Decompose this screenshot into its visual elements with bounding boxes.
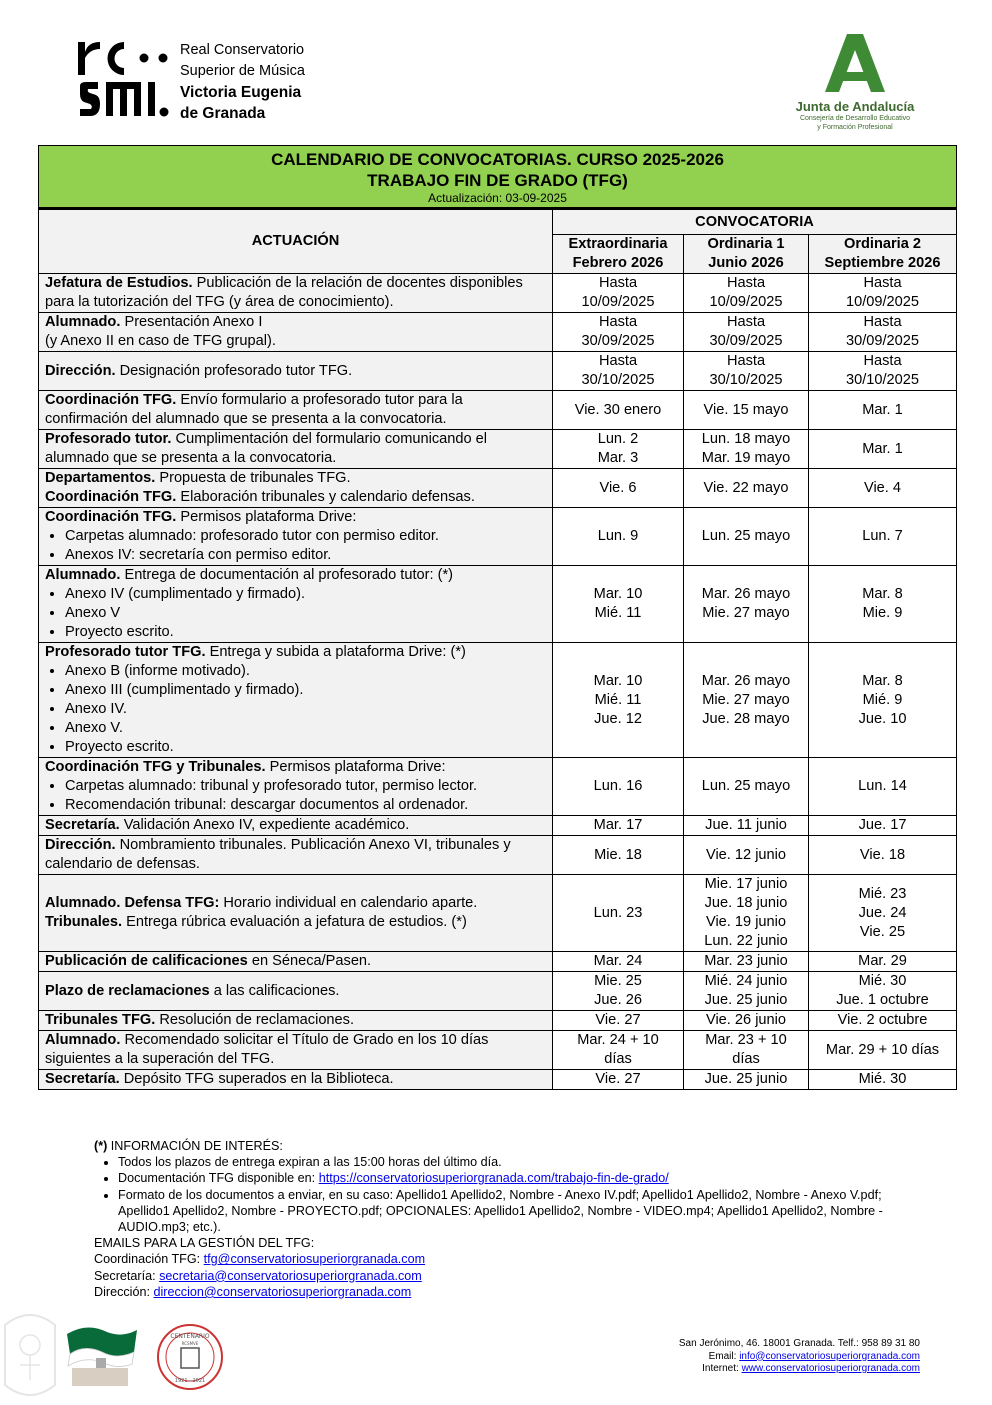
actuacion-list-item: • Anexo IV (cumplimentado y firmado). — [65, 585, 546, 604]
email-secretaria-link[interactable]: secretaria@conservatoriosuperiorgranada.com — [159, 1268, 422, 1283]
table-row — [39, 1070, 957, 1090]
institution-line1: Real Conservatorio — [180, 42, 305, 58]
actuacion-cell — [39, 972, 553, 1011]
emails-title: EMAILS PARA LA GESTIÓN DEL TFG: — [94, 1236, 315, 1251]
info-email-link[interactable]: info@conservatoriosuperiorgranada.com — [739, 1350, 920, 1362]
date-cell: Mar. 10 Mié. 11 — [553, 566, 684, 643]
table-row — [39, 875, 957, 952]
date-cell: Vie. 2 octubre — [809, 1011, 957, 1031]
title-row — [39, 146, 957, 192]
actor-label: Secretaría. — [45, 1071, 120, 1087]
institution-line3: Victoria Eugenia — [180, 84, 302, 101]
actor-label: Dirección. — [45, 362, 116, 379]
calendar-table — [38, 145, 957, 1090]
date-cell: Lun. 18 mayo Mar. 19 mayo — [684, 430, 809, 469]
date-cell: Lun. 16 — [553, 758, 684, 816]
actuacion-text — [45, 913, 546, 932]
table-row — [39, 836, 957, 875]
date-cell: Mar. 8 Mié. 9 Jue. 10 — [809, 643, 957, 758]
actor-label: Coordinación TFG. — [45, 392, 177, 408]
table-row — [39, 1031, 957, 1070]
table-row — [39, 972, 957, 1011]
info-title: INFORMACIÓN DE INTERÉS: — [107, 1139, 283, 1153]
date-cell: Hasta 30/09/2025 — [809, 313, 957, 352]
actor-label: Profesorado tutor. — [45, 431, 172, 447]
actuacion-cell — [39, 566, 553, 643]
page-header — [0, 0, 992, 140]
actor-label: Alumnado. — [45, 314, 121, 330]
seal-bottom-text: 1921 - 2021 — [174, 1378, 206, 1384]
table-row — [39, 430, 957, 469]
action-description: Publicación de la relación de docentes disponibles para la tutorización del TFG (y área de conocimiento). — [45, 275, 523, 310]
action-description: a las calificaciones. — [209, 982, 340, 999]
title-line1: CALENDARIO DE CONVOCATORIAS. CURSO 2025-2026 — [271, 150, 724, 169]
date-cell: Mar. 1 — [809, 391, 957, 430]
andalucia-shield-watermark-icon — [0, 1305, 60, 1405]
web-label: Internet: — [702, 1363, 742, 1374]
institution-name — [180, 40, 305, 124]
table-row — [39, 1011, 957, 1031]
actuacion-cell — [39, 430, 553, 469]
date-cell: Vie. 18 — [809, 836, 957, 875]
actor-label: Alumnado. — [45, 567, 121, 583]
actuacion-text — [45, 1011, 546, 1030]
junta-andalucia-icon — [825, 34, 885, 92]
table-row — [39, 313, 957, 352]
actuacion-text — [45, 982, 546, 1001]
date-cell: Mar. 8 Mie. 9 — [809, 566, 957, 643]
actuacion-text — [45, 836, 546, 874]
actor-label: Profesorado tutor TFG. — [45, 644, 206, 660]
action-description: Entrega y subida a plataforma Drive: (*) — [205, 644, 466, 660]
action-description: en Séneca/Pasen. — [247, 953, 372, 969]
date-cell: Lun. 23 — [553, 875, 684, 952]
actuacion-text — [45, 952, 546, 971]
date-cell: Hasta 10/09/2025 — [809, 274, 957, 313]
actor-label: Plazo de reclamaciones — [45, 982, 210, 999]
document-title — [39, 146, 957, 192]
junta-sub2: y Formación Profesional — [817, 124, 893, 131]
date-cell: Hasta 30/10/2025 — [684, 352, 809, 391]
actor-label: Tribunales. — [45, 914, 123, 930]
date-cell: Mar. 23 + 10 días — [684, 1031, 809, 1070]
email-direccion-link[interactable]: direccion@conservatoriosuperiorgranada.com — [153, 1284, 412, 1299]
actuacion-text — [45, 362, 546, 381]
date-cell: Hasta 30/09/2025 — [553, 313, 684, 352]
date-cell: Vie. 15 mayo — [684, 391, 809, 430]
actuacion-list-item: • Proyecto escrito. — [65, 738, 546, 757]
actuacion-text — [45, 488, 546, 507]
header-row-1 — [39, 209, 957, 235]
actuacion-text — [45, 894, 546, 913]
table-row — [39, 352, 957, 391]
table-row — [39, 469, 957, 508]
email-row — [94, 1284, 914, 1300]
actuacion-cell — [39, 313, 553, 352]
actuacion-text — [45, 1031, 546, 1069]
actuacion-list-item: • Anexo V. — [65, 719, 546, 738]
footer-address — [679, 1338, 920, 1376]
date-cell: Vie. 27 — [553, 1011, 684, 1031]
actor-label: Coordinación TFG y Tribunales. — [45, 759, 266, 775]
col-header-line: Febrero 2026 — [572, 255, 664, 271]
actuacion-list-item: • Proyecto escrito. — [65, 623, 546, 642]
email-label: Secretaría: — [94, 1268, 160, 1283]
date-cell: Mié. 24 junio Jue. 25 junio — [684, 972, 809, 1011]
actor-label: Jefatura de Estudios. — [45, 275, 193, 291]
seal-top-text: CENTENARIO — [170, 1333, 210, 1340]
date-cell: Lun. 14 — [809, 758, 957, 816]
date-cell: Mie. 17 junio Jue. 18 junio Vie. 19 junio Lun. 22 junio — [684, 875, 809, 952]
date-cell: Mar. 1 — [809, 430, 957, 469]
actuacion-cell — [39, 952, 553, 972]
date-cell: Vie. 22 mayo — [684, 469, 809, 508]
actuacion-list-item: • Recomendación tribunal: descargar documentos al ordenador. — [65, 796, 546, 815]
actuacion-cell — [39, 758, 553, 816]
col-header-actuacion: ACTUACIÓN — [39, 209, 553, 274]
date-cell: Hasta 10/09/2025 — [553, 274, 684, 313]
actor-label: Coordinación TFG. — [45, 509, 177, 525]
actor-label: Secretaría. — [45, 817, 120, 833]
actuacion-text — [45, 643, 546, 662]
date-cell: Vie. 30 enero — [553, 391, 684, 430]
date-cell: Jue. 17 — [809, 816, 957, 836]
actuacion-text — [45, 508, 546, 527]
date-cell: Mié. 30 Jue. 1 octubre — [809, 972, 957, 1011]
actor-label: Dirección. — [45, 837, 116, 853]
footer-logos — [0, 1300, 260, 1403]
action-description: Presentación Anexo I (y Anexo II en caso de TFG grupal). — [45, 314, 276, 349]
update-date: Actualización: 03-09-2025 — [39, 191, 957, 209]
date-cell: Hasta 30/10/2025 — [553, 352, 684, 391]
action-description: Entrega de documentación al profesorado tutor: (*) — [120, 567, 454, 583]
date-cell: Vie. 6 — [553, 469, 684, 508]
actuacion-cell — [39, 836, 553, 875]
date-cell: Mar. 23 junio — [684, 952, 809, 972]
email-coordinacion-link[interactable]: tfg@conservatoriosuperiorgranada.com — [203, 1252, 426, 1267]
action-description: Cumplimentación del formulario comunicando el alumnado que se presenta a la convocatoria. — [45, 431, 488, 466]
email-label: Coordinación TFG: — [94, 1252, 204, 1267]
date-cell: Mar. 24 + 10 días — [553, 1031, 684, 1070]
date-cell: Mar. 24 — [553, 952, 684, 972]
action-description: Designación profesorado tutor TFG. — [115, 362, 353, 379]
date-cell: Jue. 11 junio — [684, 816, 809, 836]
actuacion-text — [45, 274, 546, 312]
date-cell: Vie. 12 junio — [684, 836, 809, 875]
andalucia-flag-icon — [62, 1322, 142, 1392]
actuacion-text — [45, 816, 546, 835]
date-cell: Mie. 25 Jue. 26 — [553, 972, 684, 1011]
actuacion-text — [45, 1070, 546, 1089]
action-description: Validación Anexo IV, expediente académico. — [119, 817, 410, 833]
seal-mid-text: RCSMVE — [181, 1341, 199, 1346]
actuacion-cell — [39, 352, 553, 391]
info-heading — [94, 1138, 914, 1154]
actuacion-list — [45, 662, 546, 757]
date-cell: Mar. 26 mayo Mie. 27 mayo — [684, 566, 809, 643]
email-row — [94, 1268, 914, 1284]
actor-label: Alumnado. Defensa TFG: — [45, 895, 220, 911]
actuacion-text — [45, 430, 546, 468]
info-mark: (*) — [94, 1139, 108, 1153]
actuacion-cell — [39, 391, 553, 430]
table-row — [39, 508, 957, 566]
date-cell: Lun. 2 Mar. 3 — [553, 430, 684, 469]
date-cell: Vie. 4 — [809, 469, 957, 508]
junta-name: Junta de Andalucía — [795, 99, 915, 114]
actuacion-text — [45, 758, 546, 777]
actuacion-cell — [39, 643, 553, 758]
date-cell: Mie. 18 — [553, 836, 684, 875]
actuacion-cell — [39, 469, 553, 508]
actuacion-list-item: • Carpetas alumnado: profesorado tutor con permiso editor. — [65, 527, 546, 546]
actuacion-cell — [39, 274, 553, 313]
actuacion-text — [45, 469, 546, 488]
table-row — [39, 391, 957, 430]
date-cell: Mar. 29 — [809, 952, 957, 972]
table-row — [39, 816, 957, 836]
col-header-ordinaria1 — [684, 235, 809, 274]
action-description: Entrega rúbrica evaluación a jefatura de estudios. (*) — [122, 914, 467, 930]
junta-sub1: Consejería de Desarrollo Educativo — [799, 115, 911, 122]
email-line — [679, 1351, 920, 1364]
col-header-line: Ordinaria 1 — [707, 236, 785, 252]
institution-line2: Superior de Música — [180, 63, 305, 79]
actor-label: Publicación de calificaciones — [45, 953, 248, 969]
date-cell: Lun. 7 — [809, 508, 957, 566]
date-cell: Mar. 26 mayo Mie. 27 mayo Jue. 28 mayo — [684, 643, 809, 758]
date-cell: Hasta 10/09/2025 — [684, 274, 809, 313]
date-cell: Lun. 25 mayo — [684, 758, 809, 816]
date-cell: Lun. 9 — [553, 508, 684, 566]
col-header-line: Septiembre 2026 — [824, 255, 941, 271]
actor-label: Departamentos. — [45, 470, 156, 486]
date-cell: Mar. 10 Mié. 11 Jue. 12 — [553, 643, 684, 758]
table-row — [39, 758, 957, 816]
update-row — [39, 191, 957, 209]
date-cell: Mié. 30 — [809, 1070, 957, 1090]
action-description: Depósito TFG superados en la Biblioteca. — [119, 1071, 394, 1087]
col-header-extraordinaria — [553, 235, 684, 274]
institution-line4: de Granada — [180, 105, 266, 122]
action-description: Permisos plataforma Drive: — [176, 509, 357, 525]
actuacion-list-item: • Anexo III (cumplimentado y firmado). — [65, 681, 546, 700]
actuacion-list-item: • Anexos IV: secretaría con permiso editor. — [65, 546, 546, 565]
date-cell: Hasta 30/09/2025 — [684, 313, 809, 352]
address-line: San Jerónimo, 46. 18001 Granada. Telf.: 958 89 31 80 — [678, 1338, 920, 1349]
email-row — [94, 1251, 914, 1267]
date-cell: Mié. 23 Jue. 24 Vie. 25 — [809, 875, 957, 952]
title-line2: TRABAJO FIN DE GRADO (TFG) — [367, 171, 628, 190]
email-label: Email: — [708, 1350, 740, 1362]
actuacion-text — [45, 391, 546, 429]
action-description: Envío formulario a profesorado tutor para la confirmación del alumnado que se presenta a la convocatoria. — [45, 392, 463, 427]
actuacion-cell — [39, 508, 553, 566]
action-description: Permisos plataforma Drive: — [265, 759, 446, 775]
actor-label: Alumnado. — [45, 1032, 121, 1048]
actuacion-cell — [39, 816, 553, 836]
actuacion-text — [45, 566, 546, 585]
date-cell: Hasta 30/10/2025 — [809, 352, 957, 391]
table-row — [39, 274, 957, 313]
date-cell: Mar. 17 — [553, 816, 684, 836]
info-bullet: • Formato de los documentos a enviar, en su caso: Apellido1 Apellido2, Nombre - Anexo IV.pdf; Apellido1 Apellido2, Nombre - Anexo V.pdf; Apellido1 Apellido2, Nombre - PROYECTO.pdf; OPCIONALES: Apellido1 Apellido2, Nombre - VIDEO.mp4; Apellido1 Apellido2, Nombre - AUDIO.mp3; etc.). — [118, 1187, 914, 1236]
actuacion-list — [45, 585, 546, 642]
notes-section — [94, 1138, 914, 1300]
doc-link[interactable]: https://conservatoriosuperiorgranada.com/trabajo-fin-de-grado/ — [318, 1171, 669, 1186]
info-bullet: • Todos los plazos de entrega expiran a las 15:00 horas del último día. — [118, 1154, 914, 1170]
junta-logo — [785, 34, 925, 132]
action-description: Resolución de reclamaciones. — [155, 1012, 355, 1028]
date-cell: Jue. 25 junio — [684, 1070, 809, 1090]
action-description: Propuesta de tribunales TFG. — [155, 470, 351, 486]
info-bullet — [118, 1170, 914, 1186]
action-description: Recomendado solicitar el Título de Grado en los 10 días siguientes a la superación del TFG. — [45, 1032, 489, 1067]
doc-label: Documentación TFG disponible en: — [118, 1171, 319, 1186]
actuacion-list — [45, 777, 546, 815]
actor-label: Coordinación TFG. — [45, 489, 177, 505]
date-cell: Vie. 26 junio — [684, 1011, 809, 1031]
col-header-line: Junio 2026 — [708, 255, 784, 271]
action-description: Nombramiento tribunales. Publicación Anexo VI, tribunales y calendario de defensas. — [45, 837, 511, 872]
actuacion-cell — [39, 875, 553, 952]
table-row — [39, 643, 957, 758]
date-cell: Mar. 29 + 10 días — [809, 1031, 957, 1070]
info-list — [94, 1154, 914, 1235]
col-header-convocatoria: CONVOCATORIA — [553, 209, 957, 235]
actuacion-list-item: • Anexo B (informe motivado). — [65, 662, 546, 681]
col-header-ordinaria2 — [809, 235, 957, 274]
col-header-line: Ordinaria 2 — [843, 236, 922, 252]
actuacion-list-item: • Anexo IV. — [65, 700, 546, 719]
website-link[interactable]: www.conservatoriosuperiorgranada.com — [741, 1363, 920, 1374]
action-description: Horario individual en calendario aparte. — [219, 895, 478, 911]
table-row — [39, 952, 957, 972]
actor-label: Tribunales TFG. — [45, 1012, 156, 1028]
web-line — [679, 1363, 920, 1376]
actuacion-list-item: • Carpetas alumnado: tribunal y profesorado tutor, permiso lector. — [65, 777, 546, 796]
actuacion-cell — [39, 1070, 553, 1090]
actuacion-list — [45, 527, 546, 565]
table-row — [39, 566, 957, 643]
date-cell: Vie. 27 — [553, 1070, 684, 1090]
date-cell: Lun. 25 mayo — [684, 508, 809, 566]
actuacion-cell — [39, 1031, 553, 1070]
email-label: Dirección: — [94, 1284, 154, 1299]
actuacion-text — [45, 313, 546, 351]
action-description: Elaboración tribunales y calendario defensas. — [176, 489, 475, 505]
centenario-seal-icon — [155, 1322, 225, 1392]
actuacion-list-item: • Anexo V — [65, 604, 546, 623]
rcsm-logo-icon — [78, 40, 170, 124]
col-header-line: Extraordinaria — [568, 236, 668, 252]
actuacion-cell — [39, 1011, 553, 1031]
